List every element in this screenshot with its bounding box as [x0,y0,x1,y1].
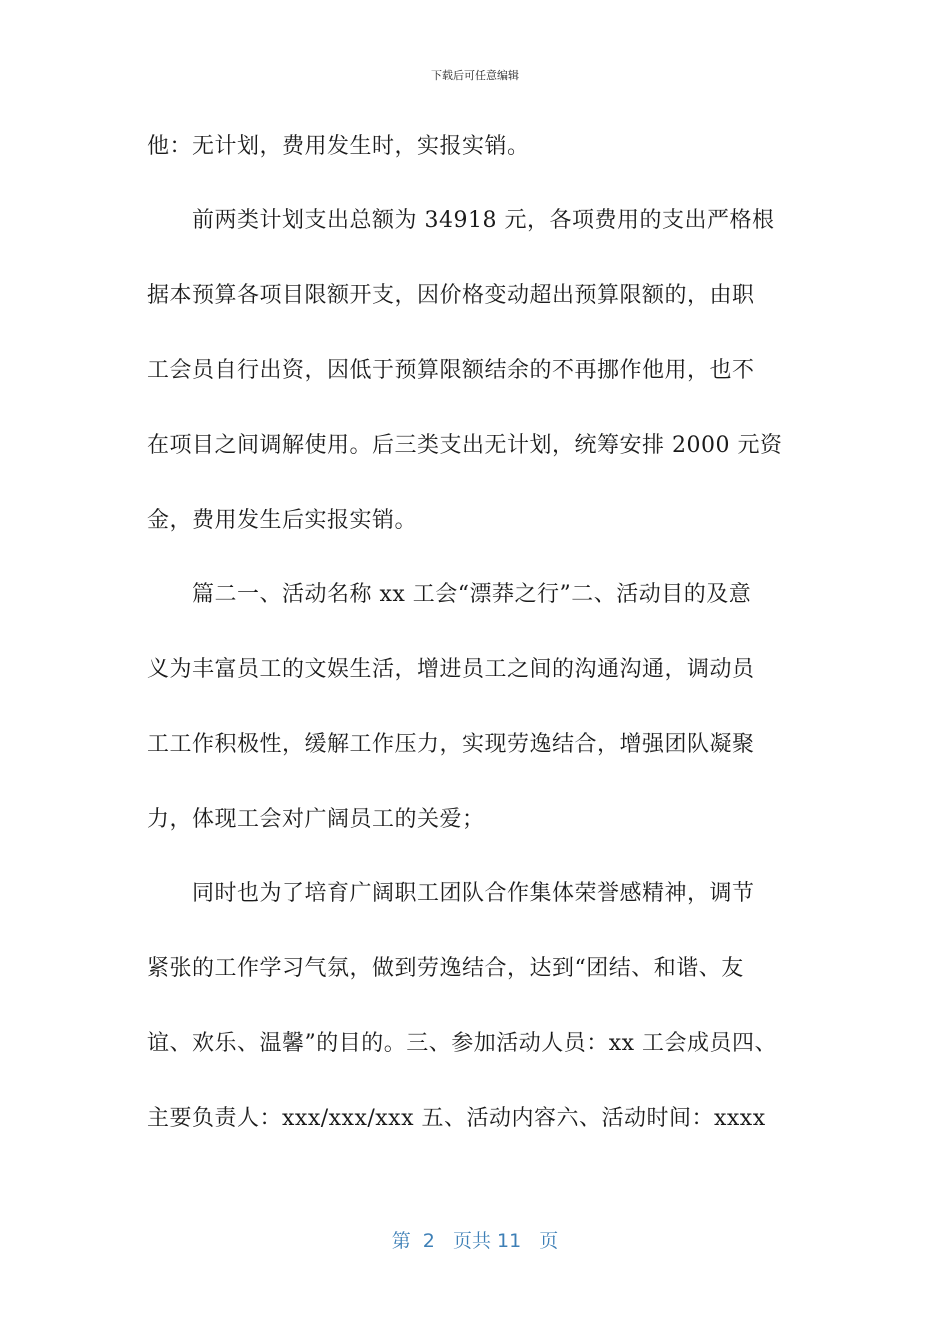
body-line: 工工作积极性，缓解工作压力，实现劳逸结合，增强团队凝聚 [147,732,755,757]
page-header: 下载后可任意编辑 [431,69,519,82]
body-line: 主要负责人：xxx/xxx/xxx 五、活动内容六、活动时间：xxxx [147,1106,766,1131]
body-line: 在项目之间调解使用。后三类支出无计划，统筹安排 2000 元资 [147,433,783,458]
body-line: 据本预算各项目限额开支，因价格变动超出预算限额的，由职 [147,283,755,308]
body-line: 紧张的工作学习气氛，做到劳逸结合，达到“团结、和谐、友 [147,956,744,981]
body-line: 工会员自行出资，因低于预算限额结余的不再挪作他用，也不 [147,358,755,383]
body-line: 同时也为了培育广阔职工团队合作集体荣誉感精神，调节 [147,881,755,906]
body-line: 金，费用发生后实报实销。 [147,508,418,533]
body-line: 力，体现工会对广阔员工的关爱； [147,807,485,832]
body-line: 谊、欢乐、温馨”的目的。三、参加活动人员：xx 工会成员四、 [147,1031,778,1056]
body-line: 前两类计划支出总额为 34918 元，各项费用的支出严格根 [147,208,775,233]
body-line: 他：无计划，费用发生时，实报实销。 [147,134,530,159]
body-line: 义为丰富员工的文娱生活，增进员工之间的沟通沟通，调动员 [147,657,755,682]
page-number-footer: 第 2 页共 11 页 [391,1230,559,1252]
body-line: 篇二一、活动名称 xx 工会“漂莽之行”二、活动目的及意 [147,582,752,607]
